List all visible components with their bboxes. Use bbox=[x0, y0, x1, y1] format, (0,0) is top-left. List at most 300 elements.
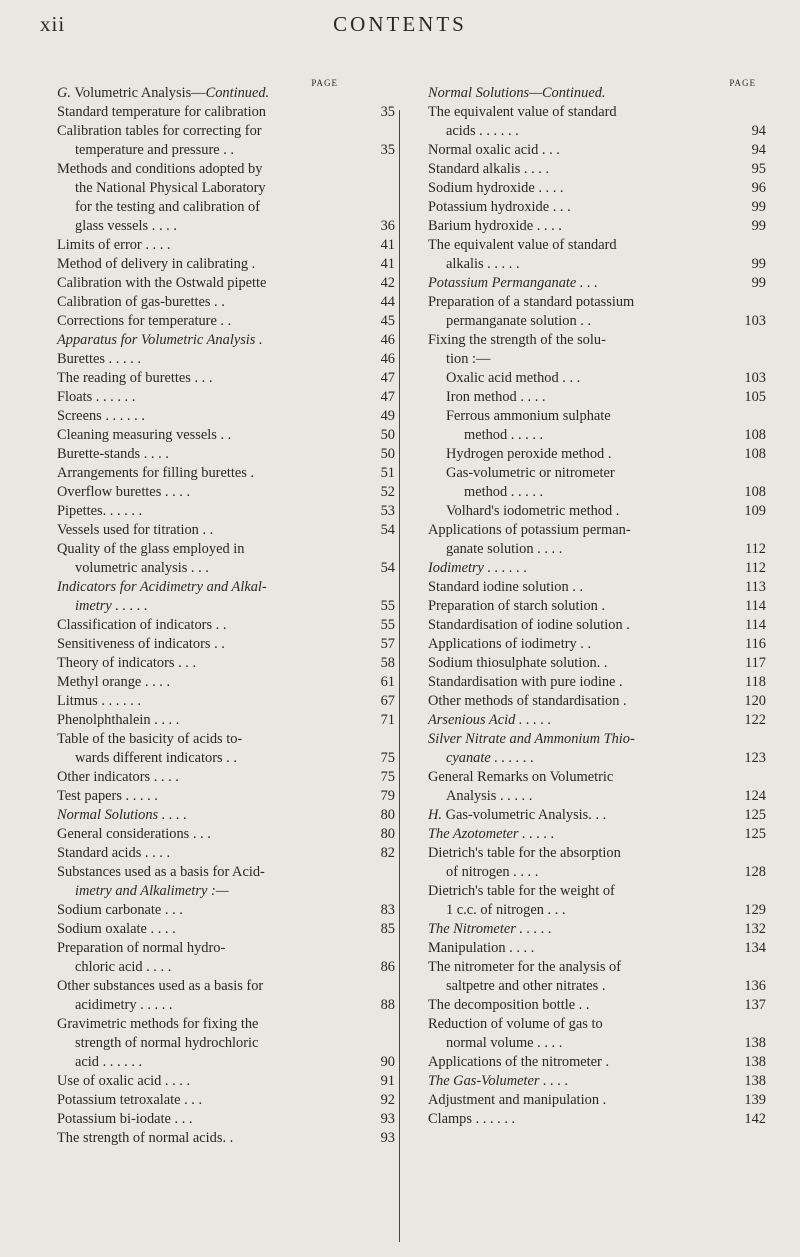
toc-entry-title: acid . . . . . . bbox=[75, 1054, 143, 1070]
toc-entry-page: 138 bbox=[744, 1054, 766, 1070]
toc-entry-title: method . . . . . bbox=[464, 427, 544, 443]
toc-entry-page: 45 bbox=[380, 313, 395, 329]
toc-entry-page: 113 bbox=[744, 579, 766, 595]
toc-entry-title: Reduction of volume of gas to bbox=[428, 1016, 603, 1032]
toc-entry-title: Calibration with the Ostwald pipette bbox=[57, 275, 267, 291]
toc-entry-page: 67 bbox=[380, 693, 395, 709]
toc-entry-title: Ferrous ammonium sulphate bbox=[446, 408, 611, 424]
toc-entry bbox=[57, 654, 395, 673]
toc-entry-page: 139 bbox=[744, 1092, 766, 1108]
toc-entry bbox=[57, 198, 395, 217]
toc-entry-title: Normal Solutions . . . . bbox=[57, 807, 187, 823]
toc-entry-page: 47 bbox=[380, 370, 395, 386]
toc-entry-title: The strength of normal acids. . bbox=[57, 1130, 234, 1146]
toc-entry bbox=[428, 521, 766, 540]
toc-entry-title: Potassium tetroxalate . . . bbox=[57, 1092, 203, 1108]
toc-entry bbox=[428, 1091, 766, 1110]
toc-entry bbox=[428, 103, 766, 122]
toc-entry bbox=[57, 920, 395, 939]
toc-entry-page: 132 bbox=[744, 921, 766, 937]
toc-entry-title: permanganate solution . . bbox=[446, 313, 592, 329]
toc-entry-title: Sodium oxalate . . . . bbox=[57, 921, 176, 937]
toc-entry bbox=[57, 1072, 395, 1091]
toc-entry bbox=[57, 217, 395, 236]
toc-entry bbox=[57, 160, 395, 179]
toc-entry-page: 128 bbox=[744, 864, 766, 880]
toc-entry bbox=[57, 1034, 395, 1053]
toc-entry bbox=[57, 559, 395, 578]
toc-entry-title: cyanate . . . . . . bbox=[446, 750, 534, 766]
toc-entry bbox=[428, 559, 766, 578]
toc-entry bbox=[57, 141, 395, 160]
toc-entry bbox=[57, 692, 395, 711]
toc-entry-page: 129 bbox=[744, 902, 766, 918]
toc-entry-page: 103 bbox=[744, 313, 766, 329]
toc-entry-title: wards different indicators . . bbox=[75, 750, 237, 766]
toc-entry bbox=[428, 901, 766, 920]
toc-entry-title: Hydrogen peroxide method . bbox=[446, 446, 612, 462]
toc-entry-page: 80 bbox=[380, 807, 395, 823]
toc-entry-page: 125 bbox=[744, 826, 766, 842]
toc-entry-page: 75 bbox=[380, 769, 395, 785]
toc-entry bbox=[57, 749, 395, 768]
toc-entry-title: Methods and conditions adopted by bbox=[57, 161, 263, 177]
toc-entry-page: 117 bbox=[744, 655, 766, 671]
toc-entry-title: Applications of the nitrometer . bbox=[428, 1054, 610, 1070]
toc-entry-title: Fixing the strength of the solu- bbox=[428, 332, 606, 348]
toc-entry-page: 108 bbox=[744, 484, 766, 500]
toc-entry-title: Clamps . . . . . . bbox=[428, 1111, 516, 1127]
toc-entry-title: Standardisation with pure iodine . bbox=[428, 674, 623, 690]
toc-entry-title: Dietrich's table for the weight of bbox=[428, 883, 615, 899]
toc-entry-title: The equivalent value of standard bbox=[428, 237, 617, 253]
toc-entry bbox=[57, 350, 395, 369]
toc-entry bbox=[428, 464, 766, 483]
toc-entry-page: 58 bbox=[380, 655, 395, 671]
toc-entry bbox=[428, 863, 766, 882]
toc-entry-page: 108 bbox=[744, 446, 766, 462]
toc-entry-page: 55 bbox=[380, 598, 395, 614]
toc-entry-page: 125 bbox=[744, 807, 766, 823]
toc-entry-title: Litmus . . . . . . bbox=[57, 693, 141, 709]
toc-entry-page: 61 bbox=[380, 674, 395, 690]
toc-entry-title: Gravimetric methods for fixing the bbox=[57, 1016, 259, 1032]
toc-entry-title: ganate solution . . . . bbox=[446, 541, 563, 557]
toc-entry-title: General considerations . . . bbox=[57, 826, 211, 842]
toc-entry bbox=[57, 844, 395, 863]
toc-entry-title: General Remarks on Volumetric bbox=[428, 769, 614, 785]
toc-entry-title: Preparation of a standard potassium bbox=[428, 294, 635, 310]
toc-entry bbox=[428, 1015, 766, 1034]
toc-entry bbox=[428, 730, 766, 749]
toc-entry-title: acidimetry . . . . . bbox=[75, 997, 173, 1013]
toc-entry-title: Overflow burettes . . . . bbox=[57, 484, 191, 500]
toc-entry-title: alkalis . . . . . bbox=[446, 256, 520, 272]
toc-entry-page: 35 bbox=[380, 142, 395, 158]
right-column: PAGE Normal Solutions—Continued. The equivalent value of standard acids . . . . . . 94 Normal oxalic acid . . . 94 Standard alkalis . . . . 95 Sodium hydroxide . . . . 96 Potassium hydroxide . . . 99 Barium hydroxide . . . . 99 The equivalent value of standard alkalis . . . . . 99 Potassium Permanganate . . . 99 Preparation of a standard potassium permanganate solution . . 103 Fixing the strength of the solu- tion :— Oxalic acid method . . . 103 Iron method . . . . 105 Ferrous ammonium sulphate method . . . . . 108 Hydrogen peroxide method . 108 Gas-volumetric or nitrometer method . . . . . 108 Volhard's iodometric method . 109 Applications of potassium perman- ganate solution . . . . 112 Iodimetry . . . . . . 112 Standard iodine solution . . 113 Preparation of starch solution . 114 Standardisation of iodine solution . 114 Applications of iodimetry . . 116 Sodium thiosulphate solution. . 117 Standardisation with pure iodine . 118 Other methods of standardisation . 120 Arsenious Acid . . . . . 122 Silver Nitrate and Ammonium Thio- cyanate . . . . . . 123 General Remarks on Volumetric Analysis . . . . . 124 H. Gas-volumetric Analysis. . . 125 The Azotometer . . . . . 125 Dietrich's table for the absorption of nitrogen . . . . 128 Dietrich's table for the weight of 1 c.c. of nitrogen . . . 129 The Nitrometer . . . . . 132 Manipulation . . . . 134 The nitrometer for the analysis of saltpetre and other nitrates . 136 The decomposition bottle . . 137 Reduction of volume of gas to normal volume . . . . 138 Applications of the nitrometer . 138 The Gas-Volumeter . . . . 138 Adjustment and manipulation . 139 Clamps . . . . . . 142 bbox=[428, 78, 766, 1127]
toc-entry bbox=[57, 825, 395, 844]
toc-entry-title: imetry . . . . . bbox=[75, 598, 148, 614]
toc-entry bbox=[428, 749, 766, 768]
toc-entry-page: 108 bbox=[744, 427, 766, 443]
toc-entry-page: 136 bbox=[744, 978, 766, 994]
toc-entry bbox=[57, 502, 395, 521]
toc-entry bbox=[57, 711, 395, 730]
toc-entry bbox=[57, 369, 395, 388]
toc-entry bbox=[428, 1072, 766, 1091]
toc-entry-title: Applications of iodimetry . . bbox=[428, 636, 592, 652]
toc-entry-page: 122 bbox=[744, 712, 766, 728]
toc-entry bbox=[428, 483, 766, 502]
toc-entry-page: 83 bbox=[380, 902, 395, 918]
toc-entry-title: glass vessels . . . . bbox=[75, 218, 177, 234]
toc-entry bbox=[428, 388, 766, 407]
toc-entry bbox=[428, 426, 766, 445]
toc-entry-title: Standardisation of iodine solution . bbox=[428, 617, 630, 633]
toc-entry-title: the National Physical Laboratory bbox=[75, 180, 266, 196]
toc-entry-page: 52 bbox=[380, 484, 395, 500]
toc-entry bbox=[428, 673, 766, 692]
toc-entry bbox=[428, 1034, 766, 1053]
toc-entry-title: Normal Solutions—Continued. bbox=[428, 85, 606, 101]
toc-entry-page: 93 bbox=[380, 1130, 395, 1146]
toc-entry bbox=[57, 635, 395, 654]
toc-entry bbox=[428, 654, 766, 673]
toc-entry bbox=[57, 882, 395, 901]
toc-entry-title: Screens . . . . . . bbox=[57, 408, 145, 424]
toc-entry bbox=[428, 293, 766, 312]
toc-entry-title: Other methods of standardisation . bbox=[428, 693, 627, 709]
toc-entry-page: 54 bbox=[380, 522, 395, 538]
toc-entry bbox=[428, 160, 766, 179]
toc-entry-title: The decomposition bottle . . bbox=[428, 997, 590, 1013]
toc-entry bbox=[428, 768, 766, 787]
toc-entry-title: Standard alkalis . . . . bbox=[428, 161, 550, 177]
toc-entry bbox=[428, 236, 766, 255]
toc-entry-page: 50 bbox=[380, 427, 395, 443]
toc-entry-page: 96 bbox=[751, 180, 766, 196]
toc-entry bbox=[428, 787, 766, 806]
toc-entry-title: Potassium Permanganate . . . bbox=[428, 275, 598, 291]
toc-entry bbox=[428, 198, 766, 217]
toc-entry-title: chloric acid . . . . bbox=[75, 959, 172, 975]
toc-entry-title: Substances used as a basis for Acid- bbox=[57, 864, 265, 880]
toc-entry-title: Standard acids . . . . bbox=[57, 845, 171, 861]
toc-entry bbox=[428, 141, 766, 160]
toc-entry bbox=[428, 825, 766, 844]
toc-entry-title: imetry and Alkalimetry :— bbox=[75, 883, 229, 899]
toc-entry bbox=[428, 122, 766, 141]
toc-entry-title: Arrangements for filling burettes . bbox=[57, 465, 255, 481]
left-column: PAGE G. Volumetric Analysis—Continued. Standard temperature for calibration 35 Calibration tables for correcting for temperature and pressure . . 35 Methods and conditions adopted by the National Physical Laboratory for the testing and calibration of glass vessels . . . . 36 Limits of error . . . . 41 Method of delivery in calibrating . 41 Calibration with the Ostwald pipette 42 Calibration of gas-burettes . . 44 Corrections for temperature . . 45 Apparatus for Volumetric Analysis . 46 Burettes . . . . . 46 The reading of burettes . . . 47 Floats . . . . . . 47 Screens . . . . . . 49 Cleaning measuring vessels . . 50 Burette-stands . . . . 50 Arrangements for filling burettes . 51 Overflow burettes . . . . 52 Pipettes. . . . . . 53 Vessels used for titration . . 54 Quality of the glass employed in volumetric analysis . . . 54 Indicators for Acidimetry and Alkal- imetry . . . . . 55 Classification of indicators . . 55 Sensitiveness of indicators . . 57 Theory of indicators . . . 58 Methyl orange . . . . 61 Litmus . . . . . . 67 Phenolphthalein . . . . 71 Table of the basicity of acids to- wards different indicators . . 75 Other indicators . . . . 75 Test papers . . . . . 79 Normal Solutions . . . . 80 General considerations . . . 80 Standard acids . . . . 82 Substances used as a basis for Acid- imetry and Alkalimetry :— Sodium carbonate . . . 83 Sodium oxalate . . . . 85 Preparation of normal hydro- chloric acid . . . . 86 Other substances used as a basis for acidimetry . . . . . 88 Gravimetric methods for fixing the strength of normal hydrochloric acid . . . . . . 90 Use of oxalic acid . . . . 91 Potassium tetroxalate . . . 92 Potassium bi-iodate . . . 93 The strength of normal acids. . 93 bbox=[57, 78, 395, 1146]
toc-entry-page: 71 bbox=[380, 712, 395, 728]
toc-entry-page: 124 bbox=[744, 788, 766, 804]
toc-entry bbox=[57, 179, 395, 198]
toc-entry bbox=[57, 958, 395, 977]
toc-entry-page: 114 bbox=[744, 598, 766, 614]
toc-entry bbox=[57, 1091, 395, 1110]
toc-entry-title: 1 c.c. of nitrogen . . . bbox=[446, 902, 566, 918]
toc-entry-page: 142 bbox=[744, 1111, 766, 1127]
toc-entry-page: 134 bbox=[744, 940, 766, 956]
toc-entry-title: Adjustment and manipulation . bbox=[428, 1092, 607, 1108]
toc-entry-page: 42 bbox=[380, 275, 395, 291]
toc-entry bbox=[57, 103, 395, 122]
toc-entry bbox=[428, 958, 766, 977]
toc-entry bbox=[57, 426, 395, 445]
toc-entry bbox=[428, 578, 766, 597]
toc-entry-title: Iodimetry . . . . . . bbox=[428, 560, 528, 576]
toc-entry-page: 137 bbox=[744, 997, 766, 1013]
toc-entry-page: 112 bbox=[744, 560, 766, 576]
toc-entry-title: Iron method . . . . bbox=[446, 389, 546, 405]
toc-entry bbox=[428, 1110, 766, 1129]
toc-entry bbox=[428, 882, 766, 901]
toc-entry-title: Apparatus for Volumetric Analysis . bbox=[57, 332, 263, 348]
toc-entry-title: Standard temperature for calibration bbox=[57, 104, 266, 120]
toc-entry bbox=[57, 84, 395, 103]
toc-entry-title: Normal oxalic acid . . . bbox=[428, 142, 560, 158]
toc-entry bbox=[428, 996, 766, 1015]
toc-entry-title: Limits of error . . . . bbox=[57, 237, 171, 253]
toc-entry bbox=[57, 901, 395, 920]
toc-entry-title: Preparation of starch solution . bbox=[428, 598, 606, 614]
toc-entry-page: 99 bbox=[751, 256, 766, 272]
toc-entry-page: 85 bbox=[380, 921, 395, 937]
toc-entry bbox=[428, 1053, 766, 1072]
toc-entry-title: Table of the basicity of acids to- bbox=[57, 731, 243, 747]
toc-entry-title: Quality of the glass employed in bbox=[57, 541, 245, 557]
toc-entry bbox=[57, 863, 395, 882]
toc-entry-title: normal volume . . . . bbox=[446, 1035, 563, 1051]
toc-entry-page: 41 bbox=[380, 256, 395, 272]
toc-entry bbox=[428, 179, 766, 198]
toc-entry bbox=[57, 1053, 395, 1072]
toc-entry-page: 116 bbox=[744, 636, 766, 652]
toc-entry-page: 47 bbox=[380, 389, 395, 405]
toc-entry-page: 120 bbox=[744, 693, 766, 709]
toc-entry-title: Oxalic acid method . . . bbox=[446, 370, 581, 386]
toc-entry-page: 94 bbox=[751, 142, 766, 158]
toc-entry-title: Sensitiveness of indicators . . bbox=[57, 636, 225, 652]
toc-entry-page: 90 bbox=[380, 1054, 395, 1070]
toc-entry bbox=[57, 616, 395, 635]
toc-entry-title: Gas-volumetric or nitrometer bbox=[446, 465, 615, 481]
toc-entry bbox=[57, 293, 395, 312]
toc-entry-page: 92 bbox=[380, 1092, 395, 1108]
toc-entry bbox=[428, 540, 766, 559]
toc-entry bbox=[57, 331, 395, 350]
toc-entry-page: 88 bbox=[380, 997, 395, 1013]
toc-entry-title: Manipulation . . . . bbox=[428, 940, 535, 956]
toc-entry-title: Classification of indicators . . bbox=[57, 617, 227, 633]
toc-entry-title: The reading of burettes . . . bbox=[57, 370, 213, 386]
toc-entry-title: Calibration tables for correcting for bbox=[57, 123, 262, 139]
toc-entry bbox=[57, 236, 395, 255]
toc-entry-title: saltpetre and other nitrates . bbox=[446, 978, 606, 994]
toc-entry-title: Burette-stands . . . . bbox=[57, 446, 169, 462]
toc-entry bbox=[428, 806, 766, 825]
toc-entry bbox=[57, 483, 395, 502]
toc-entry-title: Vessels used for titration . . bbox=[57, 522, 214, 538]
toc-entry-page: 93 bbox=[380, 1111, 395, 1127]
right-toc-list bbox=[428, 84, 766, 1129]
toc-entry-page: 99 bbox=[751, 275, 766, 291]
toc-entry-title: Other indicators . . . . bbox=[57, 769, 179, 785]
toc-entry bbox=[428, 84, 766, 103]
toc-entry-page: 103 bbox=[744, 370, 766, 386]
toc-entry-title: Potassium bi-iodate . . . bbox=[57, 1111, 193, 1127]
toc-entry-page: 46 bbox=[380, 351, 395, 367]
toc-entry-title: Preparation of normal hydro- bbox=[57, 940, 226, 956]
toc-entry-title: Indicators for Acidimetry and Alkal- bbox=[57, 579, 267, 595]
toc-entry-page: 50 bbox=[380, 446, 395, 462]
toc-entry-title: Analysis . . . . . bbox=[446, 788, 533, 804]
toc-entry-title: Theory of indicators . . . bbox=[57, 655, 197, 671]
toc-entry bbox=[428, 407, 766, 426]
toc-entry bbox=[57, 996, 395, 1015]
toc-entry bbox=[57, 122, 395, 141]
toc-entry bbox=[428, 502, 766, 521]
toc-entry-page: 118 bbox=[744, 674, 766, 690]
toc-entry bbox=[57, 521, 395, 540]
toc-entry-title: strength of normal hydrochloric bbox=[75, 1035, 259, 1051]
toc-entry-title: The Nitrometer . . . . . bbox=[428, 921, 552, 937]
toc-entry-title: Sodium hydroxide . . . . bbox=[428, 180, 564, 196]
page-title: CONTENTS bbox=[333, 12, 467, 36]
toc-entry bbox=[57, 464, 395, 483]
toc-entry bbox=[428, 369, 766, 388]
toc-entry-page: 54 bbox=[380, 560, 395, 576]
toc-entry-title: volumetric analysis . . . bbox=[75, 560, 209, 576]
toc-entry-title: The Azotometer . . . . . bbox=[428, 826, 555, 842]
toc-entry bbox=[57, 388, 395, 407]
toc-entry bbox=[57, 1129, 395, 1148]
toc-entry bbox=[428, 977, 766, 996]
toc-entry-title: Methyl orange . . . . bbox=[57, 674, 171, 690]
toc-entry-title: The Gas-Volumeter . . . . bbox=[428, 1073, 569, 1089]
toc-entry bbox=[428, 312, 766, 331]
toc-entry bbox=[57, 806, 395, 825]
toc-entry-title: tion :— bbox=[446, 351, 491, 367]
toc-entry-title: Arsenious Acid . . . . . bbox=[428, 712, 552, 728]
toc-entry bbox=[57, 312, 395, 331]
toc-entry-title: Cleaning measuring vessels . . bbox=[57, 427, 232, 443]
toc-entry bbox=[57, 1015, 395, 1034]
toc-entry bbox=[57, 730, 395, 749]
toc-entry-title: Barium hydroxide . . . . bbox=[428, 218, 562, 234]
toc-entry-title: Potassium hydroxide . . . bbox=[428, 199, 571, 215]
toc-entry-page: 79 bbox=[380, 788, 395, 804]
toc-entry bbox=[57, 255, 395, 274]
toc-entry-title: Volhard's iodometric method . bbox=[446, 503, 620, 519]
toc-entry bbox=[57, 673, 395, 692]
toc-entry-page: 35 bbox=[380, 104, 395, 120]
toc-entry-page: 49 bbox=[380, 408, 395, 424]
toc-entry bbox=[57, 407, 395, 426]
toc-entry-page: 138 bbox=[744, 1035, 766, 1051]
toc-entry bbox=[57, 977, 395, 996]
column-divider bbox=[399, 110, 400, 1242]
toc-entry bbox=[428, 692, 766, 711]
toc-entry-page: 46 bbox=[380, 332, 395, 348]
toc-entry-title: Phenolphthalein . . . . bbox=[57, 712, 180, 728]
toc-entry-title: Silver Nitrate and Ammonium Thio- bbox=[428, 731, 635, 747]
toc-entry-title: for the testing and calibration of bbox=[75, 199, 261, 215]
toc-entry bbox=[428, 350, 766, 369]
toc-entry bbox=[428, 939, 766, 958]
toc-entry-title: H. Gas-volumetric Analysis. . . bbox=[428, 807, 607, 823]
toc-entry-page: 44 bbox=[380, 294, 395, 310]
toc-entry bbox=[428, 616, 766, 635]
toc-entry-title: method . . . . . bbox=[464, 484, 544, 500]
toc-entry-title: Corrections for temperature . . bbox=[57, 313, 232, 329]
toc-entry-page: 41 bbox=[380, 237, 395, 253]
toc-entry-title: Standard iodine solution . . bbox=[428, 579, 584, 595]
toc-entry-page: 95 bbox=[751, 161, 766, 177]
toc-entry bbox=[428, 844, 766, 863]
toc-entry bbox=[428, 711, 766, 730]
toc-entry-title: G. Volumetric Analysis—Continued. bbox=[57, 85, 270, 101]
toc-entry-title: Calibration of gas-burettes . . bbox=[57, 294, 225, 310]
toc-entry-page: 91 bbox=[380, 1073, 395, 1089]
toc-entry-title: acids . . . . . . bbox=[446, 123, 519, 139]
toc-entry-page: 75 bbox=[380, 750, 395, 766]
toc-entry-title: Applications of potassium perman- bbox=[428, 522, 631, 538]
left-toc-list bbox=[57, 84, 395, 1148]
toc-entry-title: of nitrogen . . . . bbox=[446, 864, 539, 880]
toc-entry bbox=[57, 768, 395, 787]
toc-entry-page: 51 bbox=[380, 465, 395, 481]
toc-entry-page: 53 bbox=[380, 503, 395, 519]
toc-entry bbox=[428, 920, 766, 939]
toc-entry-page: 99 bbox=[751, 199, 766, 215]
toc-entry bbox=[428, 445, 766, 464]
toc-entry-title: The nitrometer for the analysis of bbox=[428, 959, 622, 975]
toc-entry-page: 55 bbox=[380, 617, 395, 633]
toc-entry bbox=[57, 540, 395, 559]
toc-entry-title: Test papers . . . . . bbox=[57, 788, 158, 804]
toc-entry-title: Burettes . . . . . bbox=[57, 351, 141, 367]
toc-entry-page: 109 bbox=[744, 503, 766, 519]
toc-entry-page: 57 bbox=[380, 636, 395, 652]
toc-entry-page: 114 bbox=[744, 617, 766, 633]
toc-entry-page: 36 bbox=[380, 218, 395, 234]
toc-entry bbox=[428, 597, 766, 616]
toc-entry-page: 80 bbox=[380, 826, 395, 842]
toc-entry bbox=[428, 331, 766, 350]
toc-entry-page: 105 bbox=[744, 389, 766, 405]
toc-entry-title: Pipettes. . . . . . bbox=[57, 503, 143, 519]
toc-entry-title: Sodium thiosulphate solution. . bbox=[428, 655, 608, 671]
toc-entry bbox=[428, 274, 766, 293]
toc-entry bbox=[57, 787, 395, 806]
toc-entry bbox=[57, 274, 395, 293]
toc-entry bbox=[57, 1110, 395, 1129]
toc-entry-page: 82 bbox=[380, 845, 395, 861]
page-number: xii bbox=[40, 12, 66, 36]
toc-entry-title: Dietrich's table for the absorption bbox=[428, 845, 621, 861]
toc-entry-page: 94 bbox=[751, 123, 766, 139]
toc-entry bbox=[57, 597, 395, 616]
toc-entry-page: 112 bbox=[744, 541, 766, 557]
toc-entry-title: Sodium carbonate . . . bbox=[57, 902, 183, 918]
toc-entry-page: 138 bbox=[744, 1073, 766, 1089]
toc-entry bbox=[57, 939, 395, 958]
toc-entry-page: 123 bbox=[744, 750, 766, 766]
toc-entry bbox=[428, 635, 766, 654]
toc-entry-title: Use of oxalic acid . . . . bbox=[57, 1073, 191, 1089]
